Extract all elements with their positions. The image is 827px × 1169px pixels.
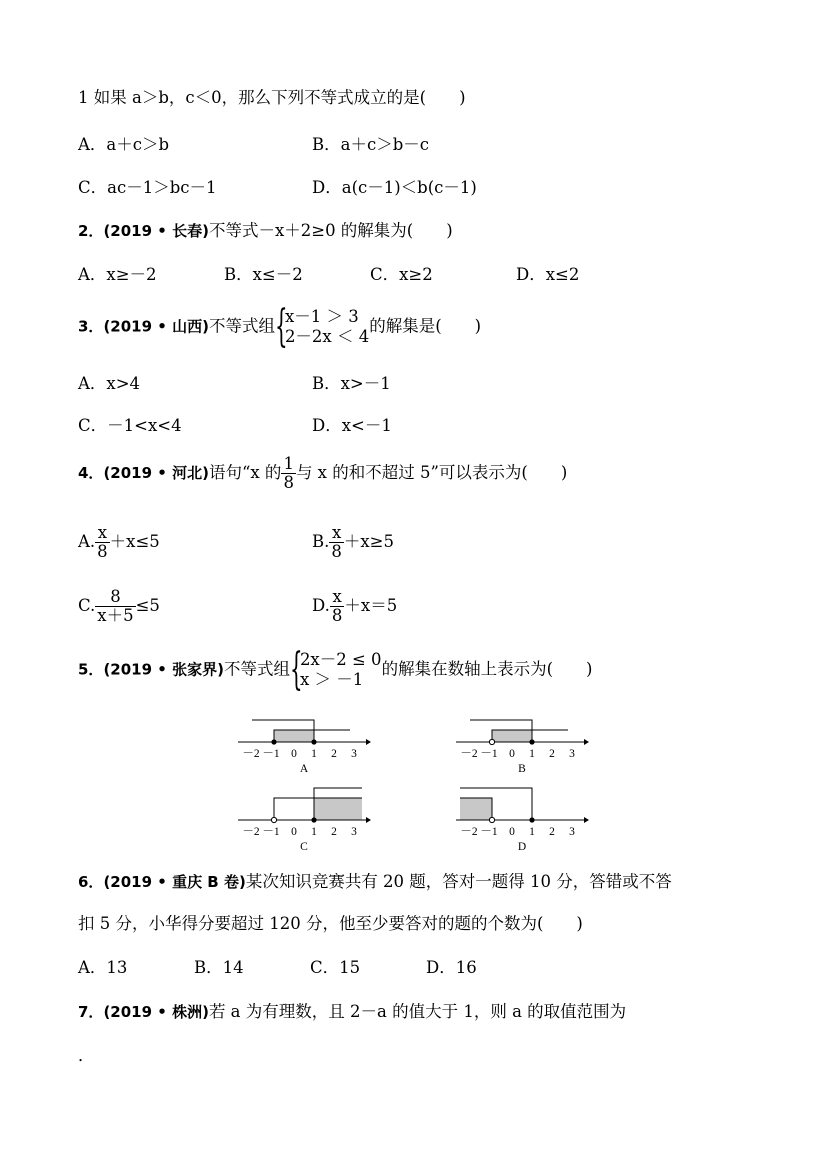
q4-option-c[interactable] <box>78 588 160 625</box>
tick-label: 2 <box>549 748 555 760</box>
q6-option-d[interactable]: D．16 <box>426 958 477 977</box>
q4-option-b[interactable] <box>312 524 394 561</box>
q4-b-label: B. <box>312 532 330 551</box>
q2-option-a[interactable]: A．x≥－2 <box>78 265 157 284</box>
open-point <box>271 817 276 822</box>
tick-label: 3 <box>569 748 575 760</box>
q4-d-den: 8 <box>331 606 343 625</box>
q2-option-c[interactable]: C．x≥2 <box>370 265 433 284</box>
q6-option-b[interactable]: B．14 <box>194 958 244 977</box>
q4-d-num: x <box>330 588 345 607</box>
tick-label: 0 <box>509 826 515 838</box>
q4-c-rest: ≤5 <box>135 596 160 615</box>
q5-figure-c[interactable] <box>238 788 371 850</box>
figure-label: D <box>517 841 527 850</box>
tick-label: 3 <box>569 826 575 838</box>
q5-figure-d[interactable] <box>456 788 589 850</box>
q3-option-b[interactable]: B．x>－1 <box>312 374 391 393</box>
closed-point <box>529 817 534 822</box>
q4-c-den: x＋5 <box>97 606 134 625</box>
q4-d-rest: ＋x＝5 <box>344 596 398 615</box>
tick-label: 3 <box>351 826 357 838</box>
tick-label: －1 <box>480 826 498 838</box>
q6-stem-line1 <box>78 872 672 892</box>
q5-pre: 不等式组 <box>223 659 290 679</box>
q4-number: 4． <box>78 464 104 482</box>
closed-point <box>529 739 534 744</box>
q6-text1: 某次知识竞赛共有 20 题，答对一题得 10 分，答错或不答 <box>245 872 672 891</box>
q3-option-c[interactable]: C．－1<x<4 <box>78 416 182 435</box>
q4-post: 与 x 的和不超过 5”可以表示为( ) <box>295 463 568 482</box>
left-brace-icon: { <box>289 644 303 695</box>
q3-system <box>274 301 370 352</box>
closed-point <box>311 817 316 822</box>
q4-option-a[interactable] <box>78 524 160 561</box>
q4-pre: 语句“x 的 <box>208 463 282 482</box>
q4-stem <box>78 455 567 492</box>
figure-label: B <box>518 763 526 775</box>
open-point <box>489 739 494 744</box>
q4-d-label: D. <box>312 596 330 615</box>
q2-number: 2． <box>78 222 104 240</box>
q3-post: 的解集是( ) <box>369 316 482 336</box>
tick-label: 3 <box>351 748 357 760</box>
figure-label: A <box>299 763 309 775</box>
q1-option-a[interactable]: A．a＋c＞b <box>78 135 170 154</box>
q5-stem <box>78 644 593 695</box>
q5-figure-b[interactable] <box>456 720 589 775</box>
q4-a-den: 8 <box>97 542 108 561</box>
q5-figure-a[interactable] <box>238 720 371 775</box>
q7-answer-blank[interactable]: ． <box>78 1046 95 1065</box>
q4-fraction <box>281 455 296 492</box>
q4-c-num: 8 <box>95 588 135 607</box>
q2-option-d[interactable]: D．x≤2 <box>516 265 580 284</box>
q4-frac-num: 1 <box>283 454 294 473</box>
q6-stem-line2: 扣 5 分，小华得分要超过 120 分，他至少要答对的题的个数为( ) <box>78 914 583 933</box>
left-brace-icon: { <box>274 301 288 352</box>
q2-source: (2019 • 长春) <box>103 222 209 240</box>
tick-label: －1 <box>262 826 280 838</box>
q5-sys-row2: x ＞ －1 <box>299 670 364 689</box>
closed-point <box>271 739 276 744</box>
q7-number: 7． <box>78 1003 104 1021</box>
tick-label: 1 <box>311 748 317 760</box>
q5-sys-row1: 2x－2 ≤ 0 <box>299 650 382 669</box>
q3-sys-row2: 2－2x ＜ 4 <box>284 327 370 346</box>
q3-number: 3． <box>78 317 104 336</box>
tick-label: 2 <box>549 826 555 838</box>
shaded-region <box>314 798 362 820</box>
axis-arrow-icon <box>366 739 371 745</box>
q4-option-d[interactable] <box>312 588 397 625</box>
figure-label: C <box>300 841 308 850</box>
tick-label: －1 <box>262 748 280 760</box>
tick-label: －2 <box>242 826 260 838</box>
q1-option-c[interactable]: C．ac－1＞bc－1 <box>78 178 217 197</box>
q4-b-fraction <box>329 524 344 561</box>
q3-pre: 不等式组 <box>208 316 275 336</box>
closed-point <box>311 739 316 744</box>
q2-option-b[interactable]: B．x≤－2 <box>224 265 303 284</box>
shaded-region <box>460 798 492 820</box>
q3-option-d[interactable]: D．x<－1 <box>312 416 392 435</box>
q4-a-rest: ＋x≤5 <box>109 532 160 551</box>
tick-label: 2 <box>331 748 337 760</box>
axis-arrow-icon <box>366 817 371 823</box>
shaded-region <box>274 730 314 742</box>
q6-source: (2019 • 重庆 B 卷) <box>103 873 246 891</box>
axis-arrow-icon <box>584 739 589 745</box>
q4-source: (2019 • 河北) <box>103 464 209 482</box>
q1-option-b[interactable]: B．a＋c＞b－c <box>312 135 430 154</box>
q6-option-c[interactable]: C．15 <box>310 958 361 977</box>
q1-stem: 1 如果 a＞b，c＜0，那么下列不等式成立的是( ) <box>78 88 466 107</box>
open-point <box>489 817 494 822</box>
q3-option-a[interactable]: A．x>4 <box>78 374 141 393</box>
tick-label: 0 <box>291 748 297 760</box>
q3-source: (2019 • 山西) <box>103 317 209 336</box>
q7-stem <box>78 1002 626 1022</box>
q4-frac-den: 8 <box>283 473 294 492</box>
q4-d-fraction <box>330 588 345 625</box>
tick-label: 1 <box>529 826 535 838</box>
q4-a-fraction <box>95 524 110 561</box>
q7-text: 若 a 为有理数，且 2－a 的值大于 1，则 a 的取值范围为 <box>208 1002 627 1021</box>
q5-source: (2019 • 张家界) <box>103 660 224 679</box>
q4-a-label: A. <box>78 532 96 551</box>
q4-c-label: C. <box>78 596 96 615</box>
tick-label: －1 <box>480 748 498 760</box>
q3-stem <box>78 301 482 352</box>
q4-b-rest: ＋x≥5 <box>343 532 395 551</box>
q4-c-fraction <box>95 588 135 625</box>
q1-option-d[interactable]: D．a(c－1)＜b(c－1) <box>312 178 477 197</box>
tick-label: 1 <box>529 748 535 760</box>
axis-arrow-icon <box>584 817 589 823</box>
tick-label: 0 <box>509 748 515 760</box>
tick-label: －2 <box>242 748 260 760</box>
tick-label: －2 <box>460 826 478 838</box>
tick-label: 1 <box>311 826 317 838</box>
q5-post: 的解集在数轴上表示为( ) <box>381 659 593 679</box>
q4-a-num: x <box>95 524 110 543</box>
q5-number: 5． <box>78 660 104 679</box>
q4-b-num: x <box>329 524 344 543</box>
tick-label: 2 <box>331 826 337 838</box>
q5-system <box>289 644 382 695</box>
q2-stem <box>78 221 453 241</box>
q2-text: 不等式－x＋2≥0 的解集为( ) <box>208 221 453 240</box>
tick-label: －2 <box>460 748 478 760</box>
q7-source: (2019 • 株洲) <box>103 1003 209 1021</box>
q6-number: 6． <box>78 873 104 891</box>
q5-figures <box>230 710 600 850</box>
shaded-region <box>492 730 532 742</box>
q3-sys-row1: x－1 ＞ 3 <box>284 307 359 326</box>
q6-option-a[interactable]: A．13 <box>78 958 128 977</box>
tick-label: 0 <box>291 826 297 838</box>
q4-b-den: 8 <box>331 542 342 561</box>
